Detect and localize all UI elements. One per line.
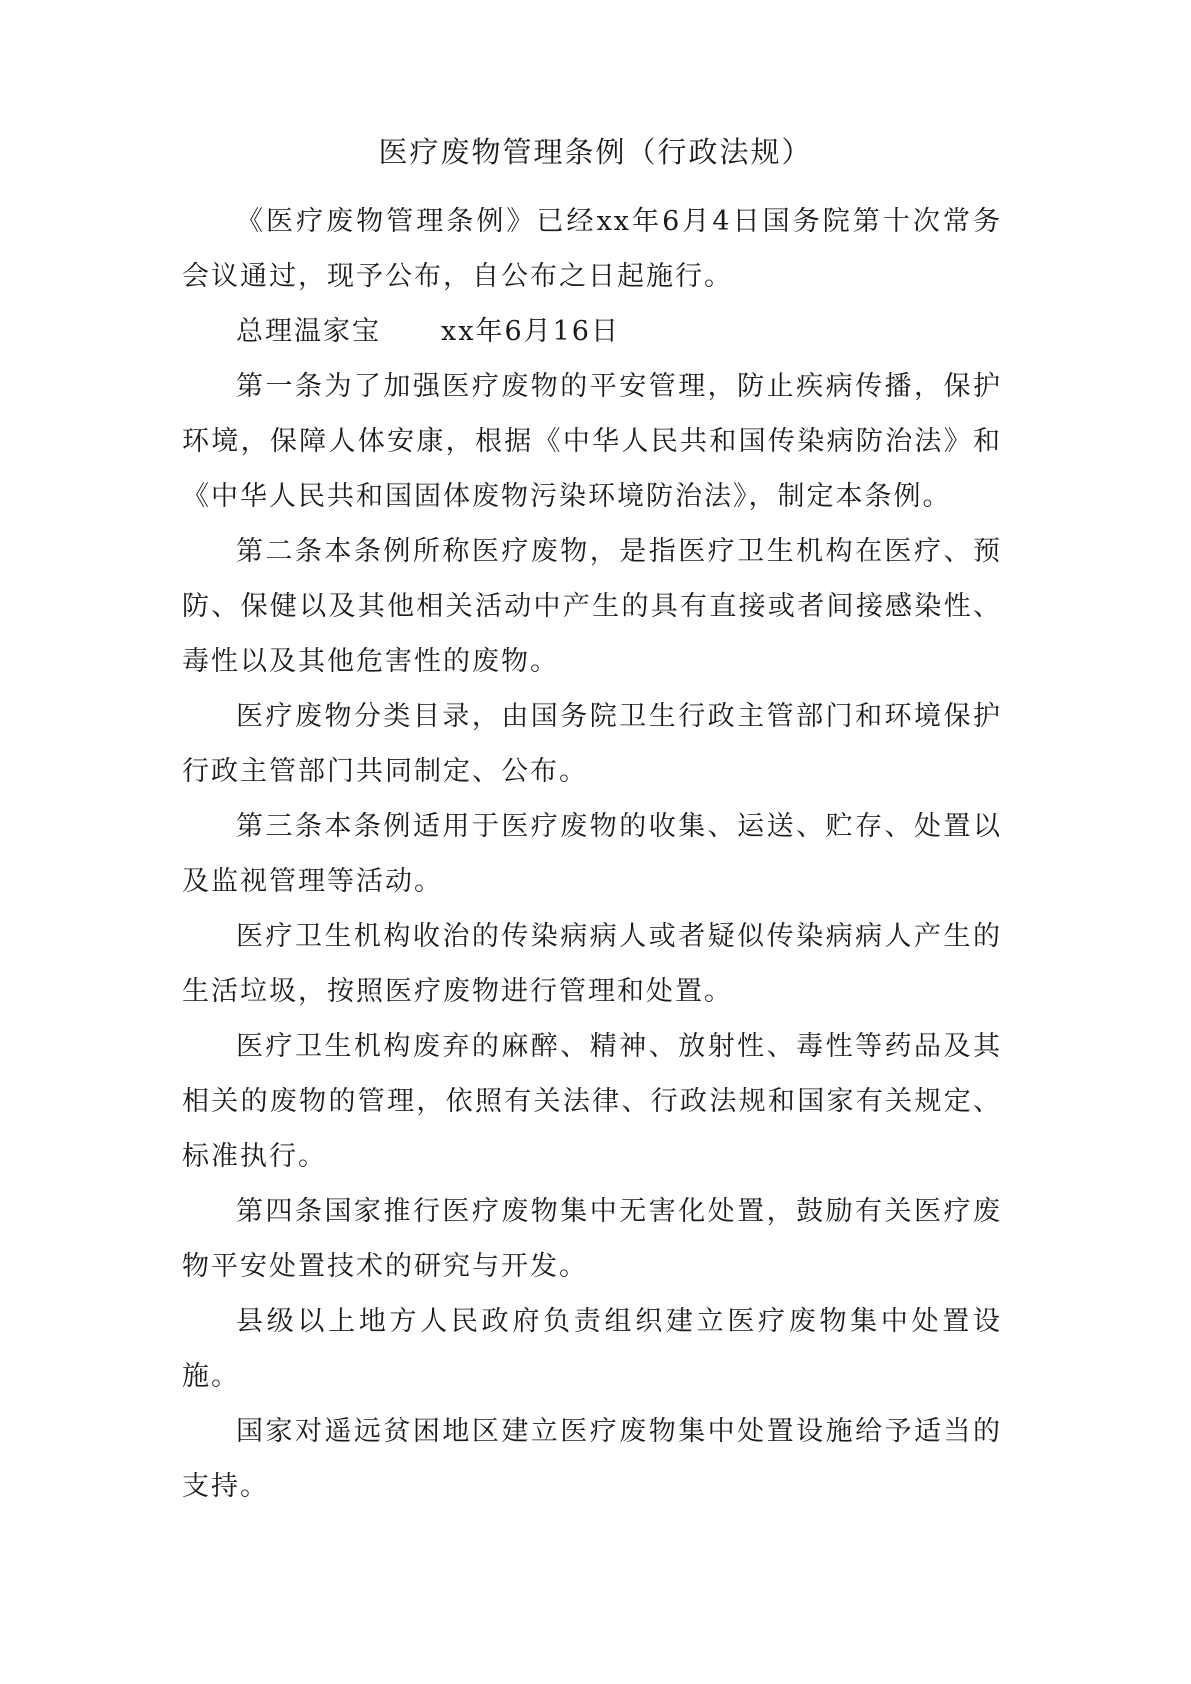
article-4-clause-2-paragraph: 县级以上地方人民政府负责组织建立医疗废物集中处置设施。	[182, 1306, 1002, 1392]
signature-line	[182, 304, 1002, 359]
article-3-clause-3-paragraph: 医疗卫生机构废弃的麻醉、精神、放射性、毒性等药品及其相关的废物的管理，依照有关法律、行政法规和国家有关规定、标准执行。	[182, 1031, 1002, 1172]
article-3-paragraph: 第三条本条例适用于医疗废物的收集、运送、贮存、处置以及监视管理等活动。	[182, 811, 1002, 897]
document-body	[182, 194, 1002, 1514]
preamble-paragraph: 《医疗废物管理条例》已经xx年6月4日国务院第十次常务会议通过，现予公布，自公布之日起施行。	[182, 206, 1002, 292]
signer-name: 总理温家宝	[236, 316, 381, 347]
document-title: 医疗废物管理条例（行政法规）	[378, 135, 813, 169]
article-4-clause-3-paragraph: 国家对遥远贫困地区建立医疗废物集中处置设施给予适当的支持。	[182, 1416, 1002, 1502]
signature-date: xx年6月16日	[441, 316, 620, 347]
article-2-clause-2-paragraph: 医疗废物分类目录，由国务院卫生行政主管部门和环境保护行政主管部门共同制定、公布。	[182, 701, 1002, 787]
article-3-clause-2-paragraph: 医疗卫生机构收治的传染病病人或者疑似传染病病人产生的生活垃圾，按照医疗废物进行管理和处置。	[182, 921, 1002, 1007]
article-4-paragraph: 第四条国家推行医疗废物集中无害化处置，鼓励有关医疗废物平安处置技术的研究与开发。	[182, 1196, 1002, 1282]
article-1-paragraph: 第一条为了加强医疗废物的平安管理，防止疾病传播，保护环境，保障人体安康，根据《中华人民共和国传染病防治法》和《中华人民共和国固体废物污染环境防治法》，制定本条例。	[182, 371, 1002, 512]
article-2-paragraph: 第二条本条例所称医疗废物，是指医疗卫生机构在医疗、预防、保健以及其他相关活动中产生的具有直接或者间接感染性、毒性以及其他危害性的废物。	[182, 536, 1002, 677]
